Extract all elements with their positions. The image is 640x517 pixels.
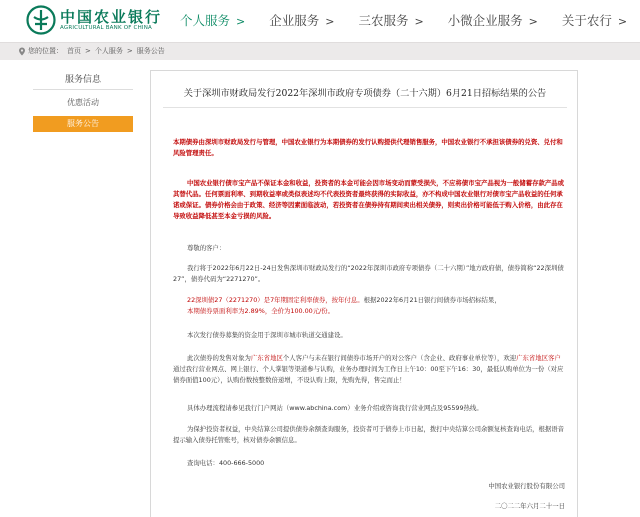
article-panel — [150, 70, 578, 517]
top-header — [0, 0, 640, 42]
chevron-right-icon: > — [325, 15, 335, 28]
paragraph-issue-info: 我行将于2022年6月22日-24日发售深圳市财政局发行的“2022年深圳市政府专项债券（二十六期）”地方政府债，债券简称“22深圳债27”，债券代码为“2271270”。 — [173, 264, 564, 283]
chevron-right-icon: > — [617, 15, 628, 28]
paragraph-phone: 查询电话：400-666-5000 — [187, 459, 265, 467]
paragraph-eligibility: 此次债券的发售对象为广东省地区个人客户与未在银行间债券市场开户的对公客户（含企业、政府事业单位等），欢迎广东省地区客户通过我行营业网点、网上银行、个人掌银等渠道参与认购，业务办理时间为工作日上午10：00至下午16：30，最低认购单位为一份（对应债券面值100元），认购份数按整数倍递增，不设认购上限，先购先得，售完而止！ — [173, 354, 564, 384]
breadcrumb-personal[interactable]: 个人服务 — [94, 47, 123, 55]
coupon-highlight: 本期债券票面利率为2.89%，全价为100.00元/份。 — [187, 307, 335, 315]
bond-term-highlight: 22深圳债27（2271270）是7年期固定利率债券，按年付息。 — [187, 296, 364, 304]
abc-logo-icon — [26, 5, 56, 35]
breadcrumb-bar — [0, 42, 640, 60]
publish-date: 二〇二二年六月二十一日 — [494, 502, 565, 510]
sidebar-item-promotions[interactable]: 优惠活动 — [67, 98, 99, 107]
logo-english-name: AGRICULTURAL BANK OF CHINA — [60, 25, 153, 31]
title-divider — [163, 107, 567, 108]
abc-logo[interactable] — [26, 5, 176, 37]
article-title: 关于深圳市财政局发行2022年深圳市政府专项债券（二十六期）6月21日招标结果的公告 — [183, 88, 547, 99]
paragraph-procedure: 具体办理流程请参见我行门户网站（www.abchina.com）业务介绍或咨询我行营业网点及95599热线。 — [187, 404, 483, 412]
region-customer-highlight: 广东省地区客户 — [516, 354, 561, 362]
chevron-right-icon: > — [528, 15, 538, 28]
paragraph-fund-use: 本次发行债券募集的资金用于深圳市城市轨道交通建设。 — [187, 331, 347, 339]
paragraph-coupon — [173, 306, 565, 317]
breadcrumb-prefix: 您的位置： — [28, 47, 63, 55]
breadcrumb-separator: > — [126, 47, 133, 55]
breadcrumb-separator: > — [85, 47, 91, 55]
chevron-right-icon: > — [414, 15, 424, 28]
disclaimer-1: 本期债券由深圳市财政局发行与管理，中国农业银行为本期债券的发行认购提供代理销售服务，中国农业银行不承担该债券的兑资、兑付和风险管理责任。 — [173, 138, 563, 157]
disclaimer-2: 中国农业银行债市宝产品不保证本金和收益，投资者的本金可能会因市场变动而蒙受损失，不应将债市宝产品视为一般储蓄存款产品或其替代品。任何票面利率、到期收益率或类似表述均不代表投资者最终获得的实际收益，亦不构成中国农业银行对债市宝产品收益的任何承诺或保证。债券价格会由于政策、经济等因素面临波动，若投资者在债券持有期间卖出相关债券，则卖出价格可能低于购入价格，由此存在导致收益降低甚至本金亏损的风险。 — [173, 179, 565, 220]
nav-small-business-services[interactable]: 小微企业服务 > — [447, 13, 538, 28]
nav-rural-services[interactable]: 三农服务 > — [358, 13, 424, 28]
signature: 中国农业银行股份有限公司 — [488, 482, 565, 490]
paragraph-bond-terms: 22深圳债27（2271270）是7年期固定利率债券，按年付息。根据2022年6月21日银行间债券市场招标结果， — [187, 296, 501, 304]
sidebar — [33, 70, 133, 132]
location-pin-icon — [18, 47, 26, 56]
breadcrumb-home[interactable]: 首页 — [67, 47, 81, 55]
nav-business-services[interactable]: 企业服务 > — [269, 13, 335, 28]
nav-personal-services[interactable]: 个人服务 > — [180, 13, 246, 28]
logo-chinese-name: 中国农业银行 — [60, 8, 163, 26]
paragraph-balance-query: 为保护投资者权益，中央结算公司提供债券余额查询服务，投资者可于债券上市日起，拨打中央结算公司余额复核查询电话，根据语音提示输入债券托管账号，核对债券余额信息。 — [173, 425, 565, 444]
main-nav — [168, 0, 639, 42]
breadcrumb-current[interactable]: 服务公告 — [136, 47, 165, 55]
nav-about-abc[interactable]: 关于农行 > — [561, 13, 628, 28]
salutation: 尊敬的客户： — [187, 244, 226, 252]
chevron-right-icon: > — [236, 15, 246, 28]
sidebar-item-service-notices[interactable]: 服务公告 — [33, 116, 133, 132]
breadcrumb — [18, 46, 169, 56]
region-highlight: 广东省地区 — [250, 354, 283, 362]
sidebar-title: 服务信息 — [33, 70, 133, 90]
